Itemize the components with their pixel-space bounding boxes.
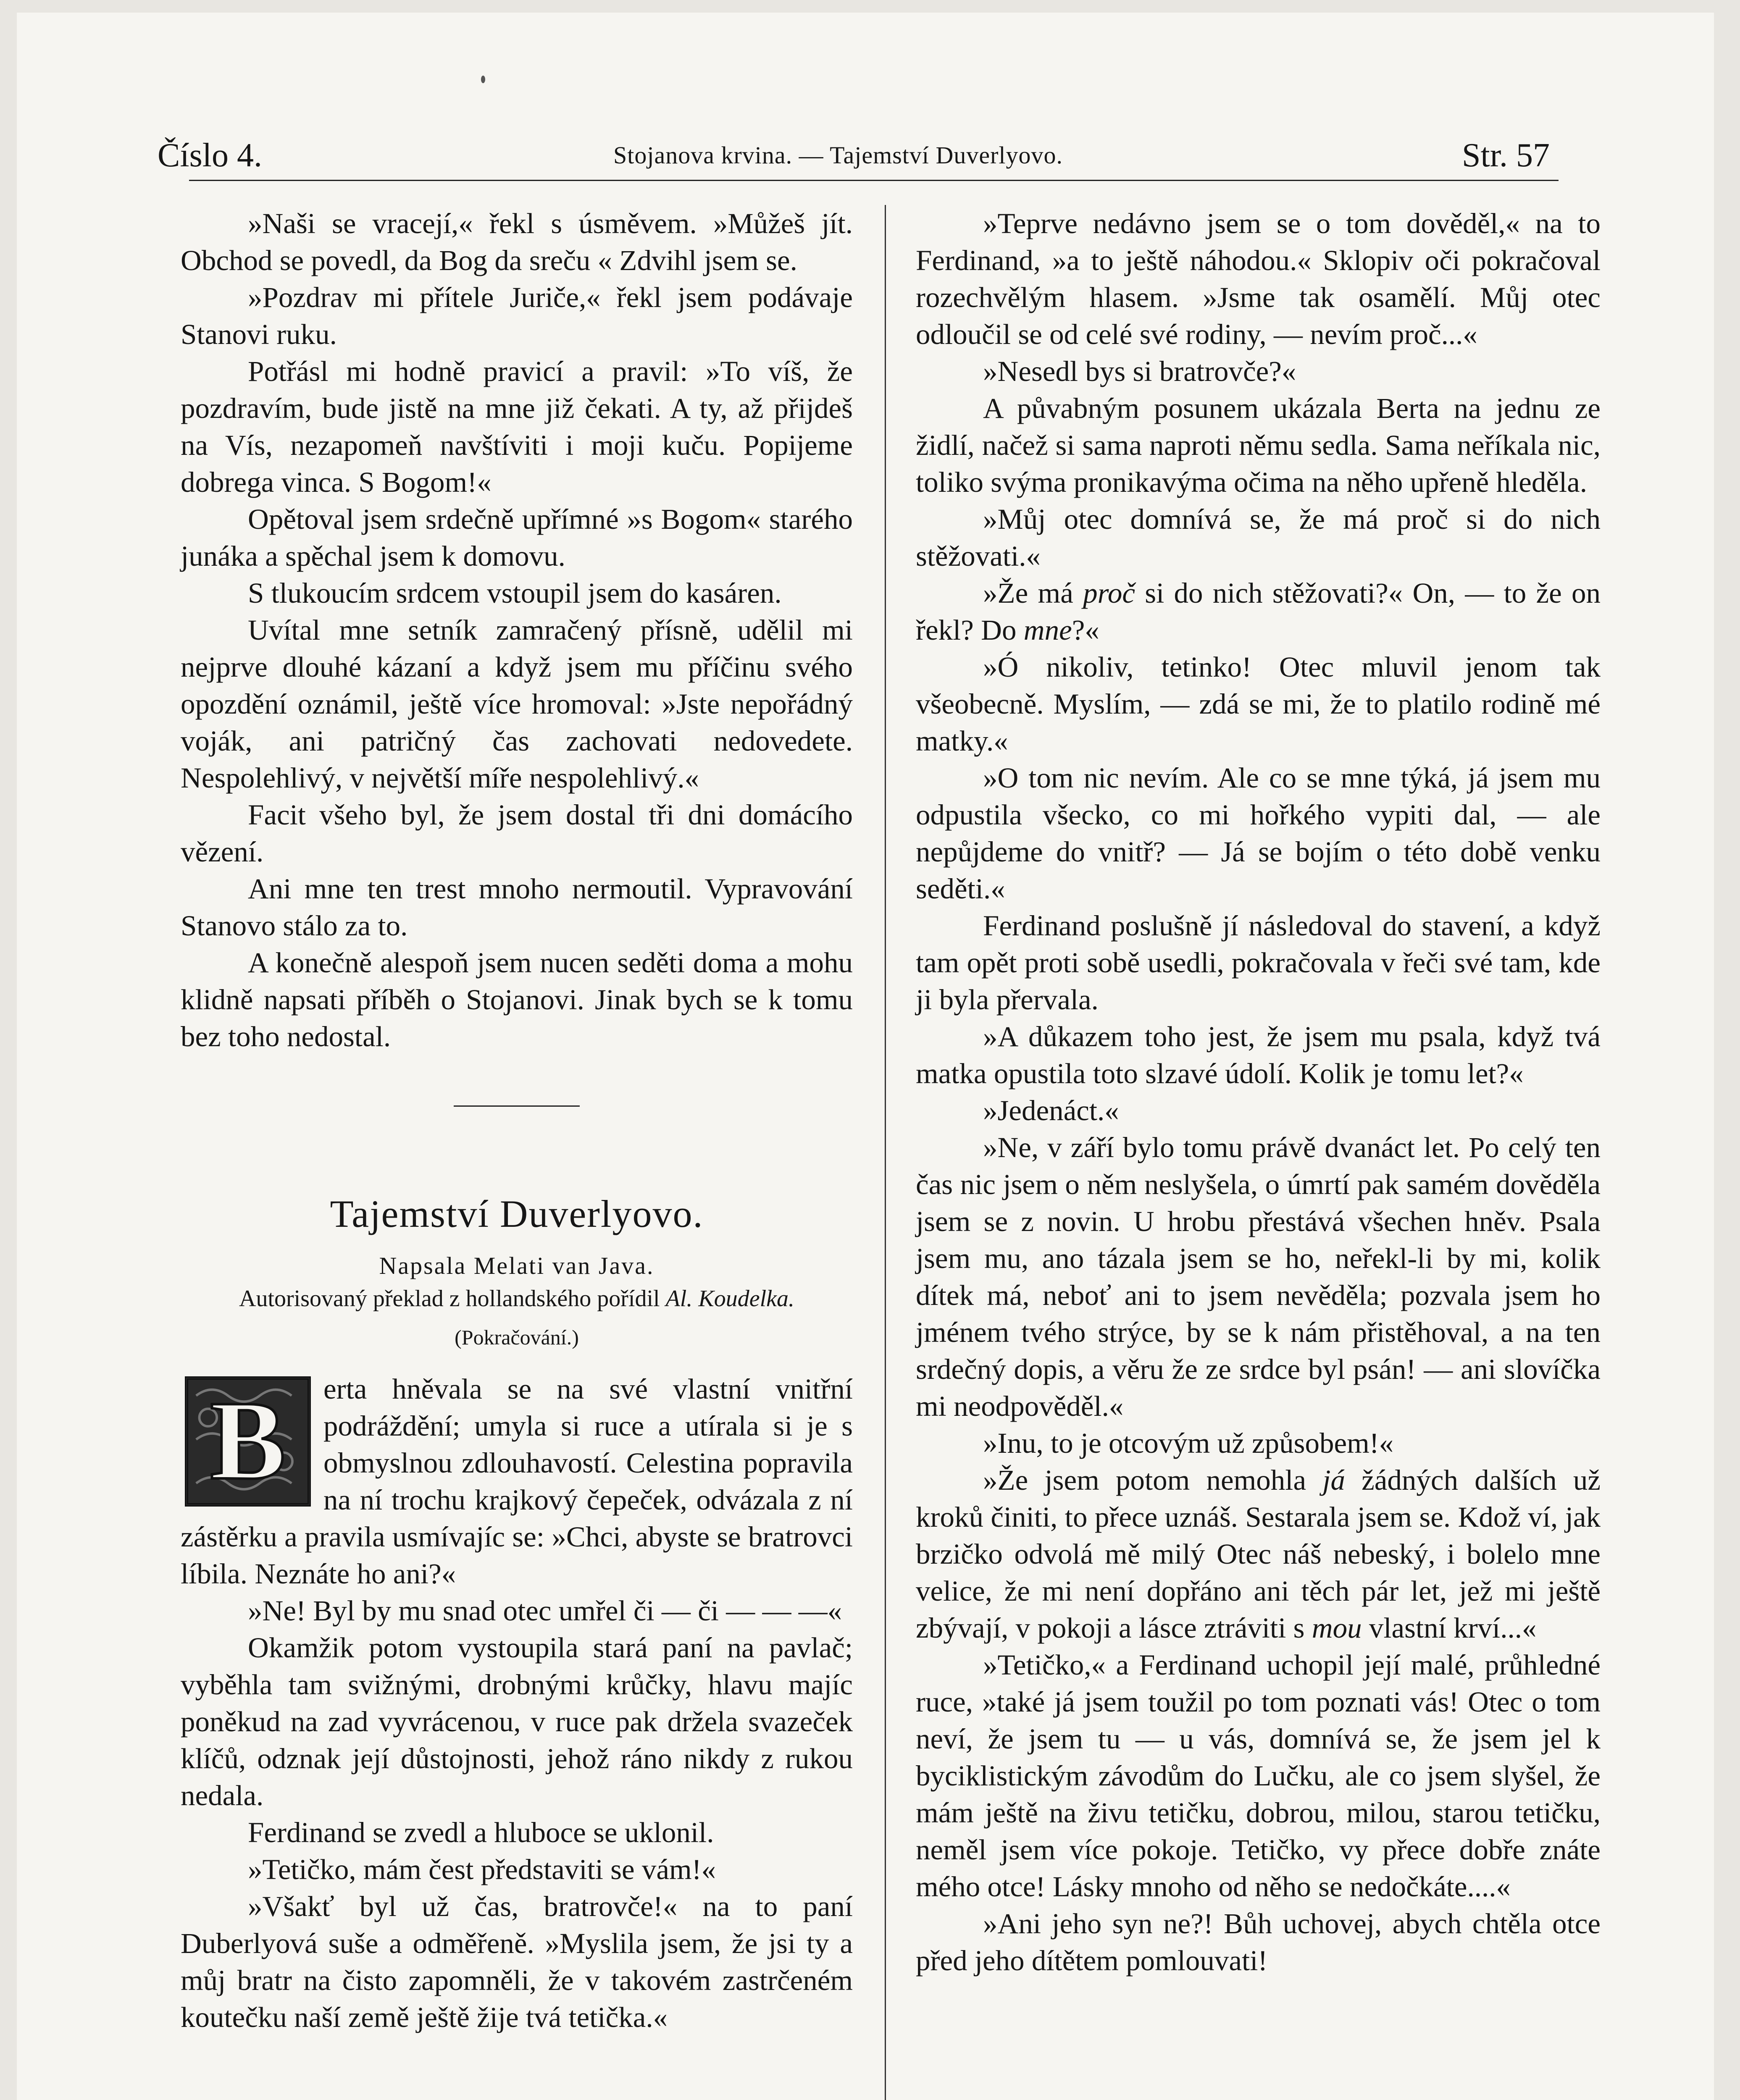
paragraph: »Nesedl bys si bratrovče?«	[983, 355, 1296, 387]
paragraph: Ferdinand se zvedl a hluboce se uklonil.	[248, 1816, 714, 1848]
dropcap-ornament	[185, 1376, 311, 1507]
text-run: žádných dalších už kroků činiti, to přece uznáš. Sestarala jsem se. Kdož ví, jak brzičko odvolá mě milý Otec náš nebeský, i bolelo mne velice, že mi není dopřáno ani těch pár let, jež mi ještě zbývají, v pokoji a lásce ztráviti s	[916, 1464, 1601, 1644]
text-run: vlastní krví...«	[1362, 1612, 1537, 1644]
emphasis: proč	[1083, 577, 1135, 609]
emphasis: mou	[1312, 1612, 1362, 1644]
running-title: Stojanova krvina. — Tajemství Duverlyovo.	[613, 142, 1063, 169]
emphasis: já	[1322, 1464, 1345, 1496]
article-first-paragraph	[181, 1370, 853, 1592]
continued-note: (Pokračování.)	[455, 1326, 579, 1349]
paragraph: »A důkazem toho jest, že jsem mu psala, když tvá matka opustila toto slzavé údolí. Kolik je tomu let?«	[916, 1021, 1601, 1089]
translator-name: Al. Koudelka.	[665, 1286, 794, 1312]
paragraph: Uvítal mne setník zamračený přísně, udělil mi nejprve dlouhé kázaní a když jsem mu příčinu svého opozdění oznámil, ještě více hromoval: »Jste nepořádný voják, ani patričný čas zachovati nedovedete. Nespolehlivý, v největší míře nespolehlivý.«	[181, 614, 853, 794]
paragraph: »Ani jeho syn ne?! Bůh uchovej, abych chtěla otce před jeho dítětem pomlouvati!	[916, 1908, 1601, 1977]
paragraph: »O tom nic nevím. Ale co se mne týká, já jsem mu odpustila všecko, co mi hořkého vypiti dal, — ale nepůjdeme do vnitř? — Já se bojím o této době venku seděti.«	[916, 762, 1601, 905]
first-paragraph-text: erta hněvala se na své vlastní vnitřní podráždění; umyla si ruce a utírala si je s obmyslnou zdlouhavostí. Celestina popravila na ní trochu krajkový čepeček, odvázala z ní zástěrku a pravila usmívajíc se: »Chci, abyste se bratrovci líbila. Neznáte ho ani?«	[181, 1373, 853, 1590]
paragraph: Potřásl mi hodně pravicí a pravil: »To víš, že pozdravím, bude jistě na mne již čekati. A ty, až přijdeš na Vís, nezapomeň navštíviti i moji kuču. Popijeme dobrega vinca. S Bogom!«	[181, 355, 853, 498]
paragraph: »Ne! Byl by mu snad otec umřel či — či — — —«	[248, 1595, 842, 1627]
paragraph: Facit všeho byl, že jsem dostal tři dni domácího vězení.	[181, 799, 853, 868]
paragraph: »Všakť byl už čas, bratrovče!« na to paní Duberlyová suše a odměřeně. »Myslila jsem, že jsi ty a můj bratr na čisto zapomněli, že v takovém zastrčeném koutečku naší země ještě žije tvá tetička.«	[181, 1890, 853, 2033]
paragraph: S tlukoucím srdcem vstoupil jsem do kasáren.	[248, 577, 782, 609]
translation-prefix: Autorisovaný překlad z hollandského pořídil	[239, 1286, 660, 1312]
paragraph	[916, 575, 1601, 648]
text-run: »Že jsem potom nemohla	[983, 1464, 1323, 1496]
left-column	[181, 205, 853, 2100]
header-rule	[189, 180, 1559, 181]
paragraph: »Pozdrav mi přítele Juriče,« řekl jsem podávaje Stanovi ruku.	[181, 281, 853, 350]
issue-number: Číslo 4.	[158, 137, 262, 174]
paragraph: »Tetičko, mám čest představiti se vám!«	[248, 1853, 716, 1885]
paragraph: Okamžik potom vystoupila stará paní na pavlač; vyběhla tam svižnými, drobnými krůčky, hlavu majíc poněkud na zad vyvrácenou, v ruce pak držela svazeček klíčů, odznak její důstojnosti, jehož ráno nikdy z rukou nedala.	[181, 1632, 853, 1811]
text-run: »Že má	[983, 577, 1083, 609]
paragraph: »Můj otec domnívá se, že má proč si do nich stěžovati.«	[916, 503, 1601, 572]
paragraph: »Inu, to je otcovým už způsobem!«	[983, 1427, 1394, 1459]
paragraph: A konečně alespoň jsem nucen seděti doma a mohu klidně napsati příběh o Stojanovi. Jinak bych se k tomu bez toho nedostal.	[181, 947, 853, 1053]
print-speck	[481, 76, 485, 83]
article-author: Napsala Melati van Java.	[379, 1252, 654, 1279]
page-number: Str. 57	[1462, 137, 1550, 174]
text-run: si do nich stěžovati?« On, — to že on řekl? Do	[916, 577, 1601, 646]
column-divider	[885, 205, 886, 2100]
article-title: Tajemství Duverlyovo.	[330, 1192, 704, 1235]
paragraph: Ani mne ten trest mnoho nermoutil. Vypravování Stanovo stálo za to.	[181, 873, 853, 942]
paragraph	[916, 1462, 1601, 1646]
emphasis: mne	[1023, 614, 1072, 646]
right-column	[916, 205, 1601, 2100]
paragraph: »Naši se vracejí,« řekl s úsměvem. »Můžeš jít. Obchod se povedl, da Bog da sreču « Zdvihl jsem se.	[181, 207, 853, 276]
section-separator	[454, 1105, 580, 1107]
paragraph: »Teprve nedávno jsem se o tom dověděl,« na to Ferdinand, »a to ještě náhodou.« Sklopiv oči pokračoval rozechvělým hlasem. »Jsme tak osamělí. Můj otec odloučil se od celé své rodiny, — nevím proč...«	[916, 207, 1601, 350]
paragraph: A půvabným posunem ukázala Berta na jednu ze židlí, načež si sama naproti němu sedla. Sama neříkala nic, toliko svýma pronikavýma očima na něho upřeně hleděla.	[916, 392, 1601, 498]
paragraph: Opětoval jsem srdečně upřímné »s Bogom« starého junáka a spěchal jsem k domovu.	[181, 503, 853, 572]
dropcap-letter: B	[210, 1378, 286, 1503]
text-run: ?«	[1072, 614, 1099, 646]
paragraph: »Ó nikoliv, tetinko! Otec mluvil jenom tak všeobecně. Myslím, — zdá se mi, že to platilo rodině mé matky.«	[916, 651, 1601, 757]
article-translation-credit	[181, 1282, 853, 1315]
paragraph: »Jedenáct.«	[983, 1095, 1119, 1126]
paragraph: »Tetičko,« a Ferdinand uchopil její malé, průhledné ruce, »také já jsem toužil po tom poznati vás! Otec o tom neví, že jsem tu — u vás, domnívá se, že jsem jel k byciklistickým závodům do Lučku, ale co jsem slyšel, že mám ještě na živu tetičku, dobrou, milou, starou tetičku, neměl jsem více pokoje. Tetičko, vy přece dobře znáte mého otce! Lásky mnoho od něho se nedočkáte....«	[916, 1649, 1601, 1903]
paragraph: Ferdinand poslušně jí následoval do stavení, a když tam opět proti sobě usedli, pokračovala v řeči své tam, kde ji byla přervala.	[916, 910, 1601, 1016]
page	[17, 13, 1714, 2100]
paragraph: »Ne, v září bylo tomu právě dvanáct let. Po celý ten čas nic jsem o něm neslyšela, o úmrtí pak samém dověděla jsem se z novin. U hrobu přestává všechen hněv. Psala jsem mu, ano tázala jsem se ho, neřekl-li by mi, kolik dítek má, neboť ani to jsem nevěděla; pozvala jsem ho jménem tvého strýce, by se k nám přistěhoval, a na ten srdečný dopis, a věru že ze srdce byl psán! — ani slovíčka mi neodpověděl.«	[916, 1131, 1601, 1422]
